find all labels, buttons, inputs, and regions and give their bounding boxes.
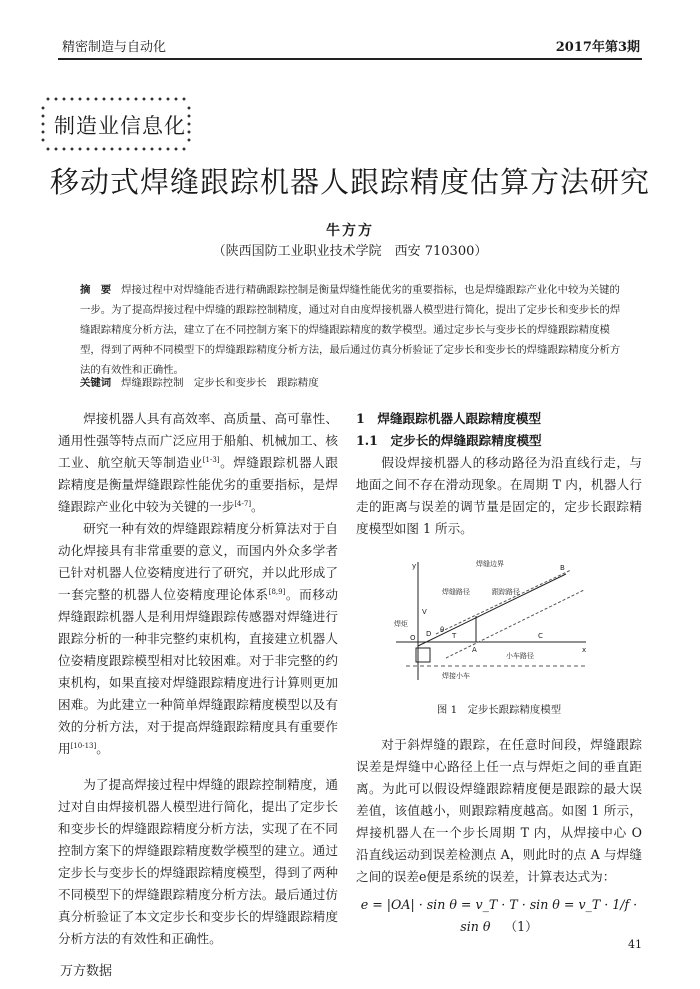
weld-cart-label: 焊接小车 [442,672,470,680]
text: 。 [96,741,109,756]
paragraph: 对于斜焊缝的跟踪，在任意时间段，焊缝跟踪误差是焊缝中心路径上任一点与焊炬之间的垂直距离。为此可以假设焊缝跟踪精度便是跟踪的最大误差值，该值越小，则跟踪精度越高。如图 1 所示，焊接机器人在一个步长周期 T 内，从焊接中心 O 沿直线运动到误差检测点 A，则此时的点 A 与焊缝之间的误差e便是系统的误差，计算表达式为： [356,737,642,884]
period-T-label: T [452,632,457,640]
paragraph [58,518,338,760]
figure-diagram [356,554,642,696]
equation-number: （1） [504,919,538,934]
article-title: 移动式焊缝跟踪机器人跟踪精度估算方法研究 [49,165,650,199]
axis-label-y: y [412,562,417,570]
author-name: 牛方方 [326,223,374,239]
torch-label: 焊炬 [394,620,408,628]
paragraph [58,408,338,518]
column-label: 制造业信息化 [54,114,186,138]
seam-path-label: 焊缝路径 [442,588,470,596]
keywords-text: 焊缝跟踪控制 定步长和变步长 跟踪精度 [121,377,319,389]
text: 研究一种有效的焊缝跟踪精度分析算法对于自动化焊接具有非常重要的意义，而国内外众多学者已针对机器人位姿精度进行了研究，并以此形成了一套完整的机器人位姿精度理论体系 [58,521,338,602]
paragraph: 假设焊接机器人的移动路径为沿直线行走，与地面之间不存在滑动现象。在周期 T 内，机器人行走的距离与误差的调节量是固定的，定步长跟踪精度模型如图 1 所示。 [356,455,642,536]
velocity-label: V [422,608,427,616]
track-path-label: 跟踪路径 [492,588,520,596]
theta-label: θ [440,626,445,634]
cart-path-label: 小车路径 [506,652,534,660]
citation: [1-3] [202,455,220,464]
point-D-label: D [426,630,432,638]
paragraph: 为了提高焊接过程中焊缝的跟踪控制精度，通过对自由焊接机器人模型进行简化，提出了定步长和变步长的焊缝跟踪精度分析方法，实现了在不同控制方案下的焊缝跟踪精度数学模型的建立。通过定步长与变步长的焊缝跟踪精度模型，得到了两种不同模型下的焊缝跟踪精度分析方法。最后通过仿真分析验证了本文定步长和变步长的焊缝跟踪精度分析方法的有效性和正确性。 [58,777,338,946]
source-watermark: 万方数据 [60,964,113,979]
axis-label-x: x [582,646,587,654]
citation: [8,9] [268,587,286,596]
text: 。而移动焊缝跟踪机器人是利用焊缝跟踪传感器对焊缝进行跟踪分析的一种非完整约束机构，直接建立机器人位姿精度跟踪模型相对比较困难。对于非完整的约束机构，如果直接对焊缝跟踪精度进行计算则更加困难。为此建立一种简单焊缝跟踪精度模型以及有效的分析方法，对于提高焊缝跟踪精度具有重要作用 [58,587,339,756]
text: 焊接机器人具有高效率、高质量、高可靠性、通用性强等特点而广泛应用于船舶、机械加工、核工业、航空航天等制造业 [58,411,338,470]
dotted-border [186,104,192,144]
abstract-label: 摘 要 [80,284,112,296]
right-column [356,408,642,938]
citation: [4-7] [234,499,252,508]
boundary-line [446,590,587,658]
point-A-label: A [472,646,477,654]
issue-label: 2017年第3期 [555,40,640,55]
text: 。焊缝跟踪机器人跟踪精度是衡量焊缝跟踪性能优劣的重要指标，是焊缝跟踪产业化中较为关键的一步 [58,455,339,514]
subsection-heading: 1.1 定步长的焊缝跟踪精度模型 [356,433,542,448]
equation-1 [356,894,642,938]
track-path-line [436,570,571,634]
page-number: 41 [628,938,642,951]
figure-1 [356,554,642,696]
abstract-text: 焊接过程中对焊缝能否进行精确跟踪控制是衡量焊缝性能优劣的重要指标，也是焊缝跟踪产业化中较为关键的一步。为了提高焊接过程中焊缝的跟踪控制精度，通过对自由度焊接机器人模型进行简化，提出了定步长和变步长的焊缝跟踪精度分析方法，建立了在不同控制方案下的焊缝跟踪精度的数学模型。通过定步长与变步长的焊缝跟踪精度模型，得到了两种不同模型下的焊缝跟踪精度分析方法，最后通过仿真分析验证了定步长和变步长的焊缝跟踪精度分析方法的有效性和正确性。 [80,284,621,376]
journal-name: 精密制造与自动化 [62,40,167,55]
text: 。 [251,499,264,514]
dotted-border [40,104,46,144]
dotted-border [44,146,188,152]
equation-body: e = |OA| · sin θ = v_T · T · sin θ = v_T · 1/f · sin θ [360,897,638,934]
column-label-box [40,96,192,152]
left-column [58,408,338,950]
point-C-label: C [538,632,543,640]
section-heading: 1 焊缝跟踪机器人跟踪精度模型 [356,411,542,426]
header-rule [58,58,642,60]
citation: [10-13] [70,741,97,750]
seam-boundary-label: 焊缝边界 [476,560,504,568]
keywords [80,374,626,389]
keywords-label: 关键词 [80,377,112,389]
dotted-border [44,96,188,102]
point-B-label: B [560,564,565,572]
abstract [80,280,626,380]
figure-caption: 图 1 定步长跟踪精度模型 [436,704,562,716]
author-affiliation: （陕西国防工业职业技术学院 西安 710300） [212,244,488,259]
point-O-label: O [410,634,416,642]
